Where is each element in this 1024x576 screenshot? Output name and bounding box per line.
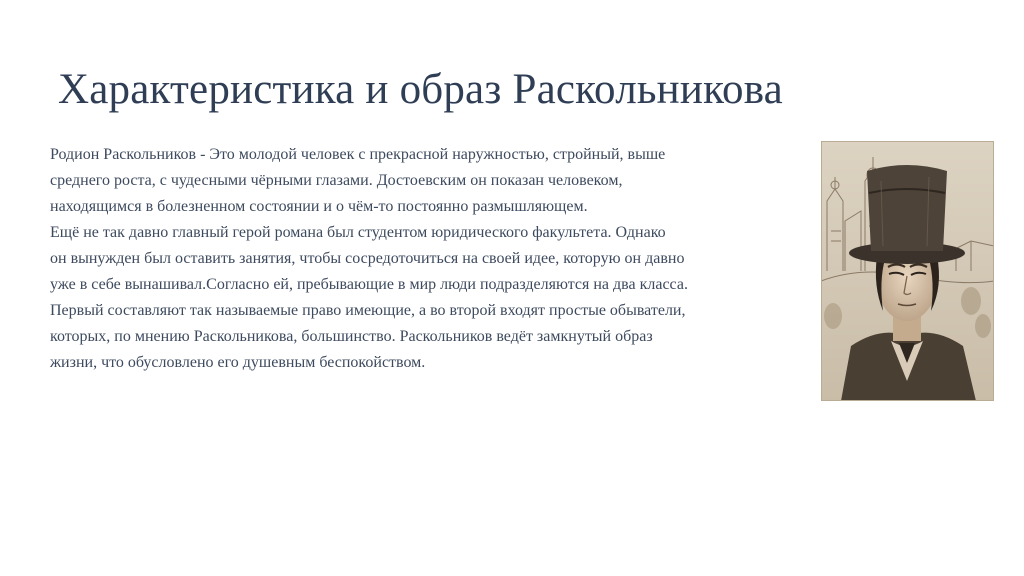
body-line: уже в себе вынашивал.Согласно ей, пребывающие в мир люди подразделяются на два класса. [50, 276, 688, 293]
body-line: Родион Раскольников - Это молодой человек с прекрасной наружностью, стройный, выше [50, 146, 666, 163]
body-line: находящимся в болезненном состоянии и о чём-то постоянно размышляющем. [50, 198, 588, 215]
body-line: среднего роста, с чудесными чёрными глазами. Достоевским он показан человеком, [50, 172, 623, 189]
portrait-illustration [821, 141, 994, 401]
body-line: жизни, что обусловлено его душевным беспокойством. [50, 354, 426, 371]
body-line: Ещё не так давно главный герой романа был студентом юридического факультета. Однако [50, 224, 666, 241]
body-line: которых, по мнению Раскольникова, большинство. Раскольников ведёт замкнутый образ [50, 328, 653, 345]
body-text [50, 142, 810, 376]
slide-title: Характеристика и образ Раскольникова [58, 66, 783, 113]
raskolnikov-portrait-image [821, 141, 994, 401]
body-line: он вынужден был оставить занятия, чтобы сосредоточиться на своей идее, которую он давно [50, 250, 685, 267]
body-line: Первый составляют так называемые право имеющие, а во второй входят простые обыватели, [50, 302, 686, 319]
